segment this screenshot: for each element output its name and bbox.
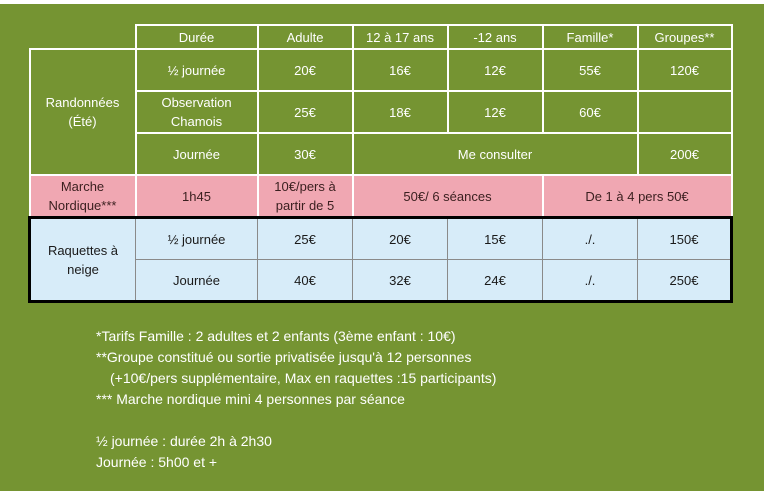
cell-ado: 32€ — [353, 260, 448, 302]
note-marche: *** Marche nordique mini 4 personnes par séance — [96, 391, 405, 407]
raquettes-label: Raquettes à neige — [30, 218, 136, 302]
cell-adulte: 20€ — [258, 49, 353, 91]
header-famille: Famille* — [543, 25, 638, 49]
cell-groupes: 150€ — [638, 218, 732, 260]
note-groupe: **Groupe constitué ou sortie privatisée jusqu'à 12 personnes — [96, 349, 472, 365]
cell-famille: 60€ — [543, 91, 638, 133]
header-row — [30, 25, 732, 49]
cell-adulte: 30€ — [258, 133, 353, 175]
header-ado: 12 à 17 ans — [353, 25, 448, 49]
cell-duree: 1h45 — [136, 175, 258, 218]
note-demi-journee: ½ journée : durée 2h à 2h30 — [96, 433, 272, 449]
note-famille: *Tarifs Famille : 2 adultes et 2 enfants (3ème enfant : 10€) — [96, 328, 456, 344]
cell-adulte: 40€ — [258, 260, 353, 302]
spacer — [96, 410, 496, 431]
header-groupes: Groupes** — [638, 25, 732, 49]
header-adulte: Adulte — [258, 25, 353, 49]
cell-ado: 18€ — [353, 91, 448, 133]
table-row — [30, 260, 732, 302]
header-duree: Durée — [136, 25, 258, 49]
marche-row — [30, 175, 732, 218]
cell-adulte: 25€ — [258, 218, 353, 260]
cell-groupes: 120€ — [638, 49, 732, 91]
cell-groupes — [638, 91, 732, 133]
cell-enfant: 12€ — [448, 91, 543, 133]
cell-famille: ./. — [543, 218, 638, 260]
top-edge — [0, 0, 768, 4]
cell-me-consulter: Me consulter — [353, 133, 638, 175]
cell-adulte: 10€/pers à partir de 5 — [258, 175, 353, 218]
cell-groupes: 200€ — [638, 133, 732, 175]
header-enfant: -12 ans — [448, 25, 543, 49]
note-groupe-suite: (+10€/pers supplémentaire, Max en raquettes :15 participants) — [110, 370, 497, 386]
cell-ado: 20€ — [353, 218, 448, 260]
cell-duree: Journée — [136, 133, 258, 175]
cell-duree: ½ journée — [136, 49, 258, 91]
cell-groupe-forfait: De 1 à 4 pers 50€ — [543, 175, 732, 218]
table-row — [30, 91, 732, 133]
cell-famille: ./. — [543, 260, 638, 302]
table-row — [30, 49, 732, 91]
cell-duree: ½ journée — [136, 218, 258, 260]
cell-groupes: 250€ — [638, 260, 732, 302]
cell-ado: 16€ — [353, 49, 448, 91]
pricing-table — [28, 24, 733, 303]
note-journee: Journée : 5h00 et + — [96, 454, 218, 470]
marche-label: Marche Nordique*** — [30, 175, 136, 218]
cell-famille: 55€ — [543, 49, 638, 91]
corner-cell — [30, 25, 136, 49]
table-row — [30, 133, 732, 175]
notes — [96, 326, 496, 473]
cell-enfant: 15€ — [448, 218, 543, 260]
table-row — [30, 218, 732, 260]
right-edge — [764, 0, 768, 491]
cell-seances: 50€/ 6 séances — [353, 175, 543, 218]
cell-duree: Journée — [136, 260, 258, 302]
cell-enfant: 12€ — [448, 49, 543, 91]
cell-duree: Observation Chamois — [136, 91, 258, 133]
randonnees-label: Randonnées (Été) — [30, 49, 136, 175]
cell-adulte: 25€ — [258, 91, 353, 133]
cell-enfant: 24€ — [448, 260, 543, 302]
